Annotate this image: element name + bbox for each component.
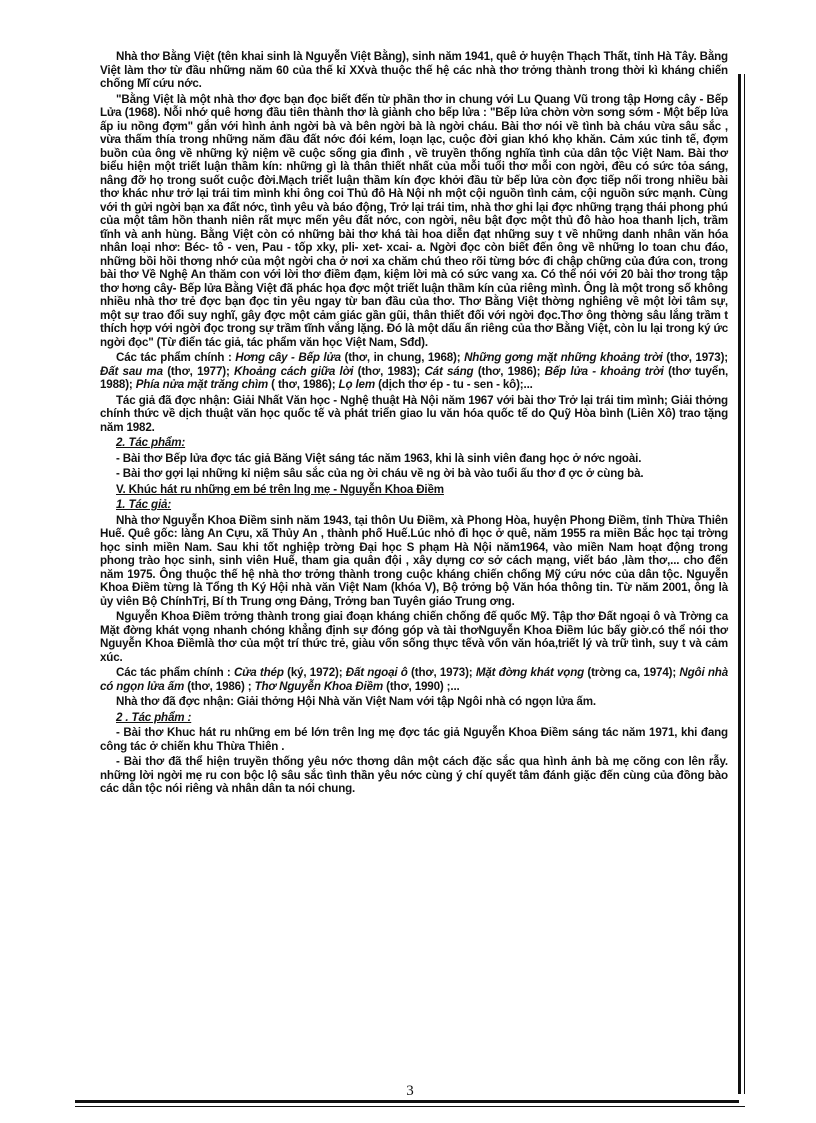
nguyen-khoa-diem-works	[100, 666, 728, 693]
work-title: Đất ngoại ô	[345, 666, 408, 679]
work-title: Thơ Nguyễn Khoa Điềm	[254, 679, 384, 693]
document-body	[100, 50, 728, 798]
work-note: (ký, 1972);	[287, 666, 343, 679]
work-note: (thơ tuyển, 1988);	[100, 364, 729, 391]
work-note: (dịch thơ ép - tu - sen - kô);...	[378, 378, 533, 391]
bep-lua-composition: - Bài thơ Bếp lửa đợc tác giả Băng Việt sáng tác năm 1963, khi là sinh viên đang học ở nớc ngoài.	[116, 451, 642, 465]
page-border-bottom	[75, 1100, 739, 1103]
section-heading-work: 2. Tác phẩm:	[116, 436, 186, 449]
page-border-right	[738, 74, 741, 1094]
nguyen-khoa-diem-bio: Nhà thơ Nguyễn Khoa Điềm sinh năm 1943, tại thôn Uu Điềm, xà Phong Hòa, huyện Phong Điềm, tỉnh Thừa Thiên Huế. Quê gốc: làng An Cựu, xã Thủy An , thành phố Huế.Lúc nhỏ đi học ở quê, năm 1955 ra miền Bắc học tại trờng học sinh miền Nam. Sau khi tốt nghiệp trờng Đại học S phạm Hà Nội năm1964, vào miền Nam hoạt động trong phong trào học sinh, sinh viên Huế, tham gia quân đội , xây dựng cơ sở cách mạng, viết báo ,làm thơ,... cho đến năm 1975. Ông thuộc thế hệ nhà thơ trởng thành trong cuộc kháng chiến chống Mỹ cứu nớc của dân tộc. Nguyễn Khoa Điềm từng là Tổng th Ký Hội nhà văn Việt Nam (khóa V), Bộ trởng bộ Văn hóa thông tin. Từ năm 2001, ông là ủy viên Bộ ChínhTrị, Bí th Trung ơng Đảng, Trởng ban Tuyên giáo Trung ơng.	[100, 513, 728, 608]
bang-viet-bio-quote: "Bằng Việt là một nhà thơ đợc bạn đọc biết đến từ phần thơ in chung với Lu Quang Vũ trong tập Hơng cây - Bếp Lửa (1968). Nỗi nhớ quê hơng đầu tiên thành thơ là giành cho bếp lửa : "Bếp lửa chờn vờn sơng sớm - Một bếp lửa ấp iu nồng đợm" gắn với hình ảnh ngời bà và bên ngời bà là ngời cháu. Bài thơ nói về tình bà cháu vừa sâu sắc , vừa thấm thía trong những năm đầu đất nớc đói kém, loạn lạc, cuộc đời gian khó khọ khăn. Cảm xúc tinh tế, đợm buồn của ông về những kỷ niệm về cuộc sống gia đình , về truyền thống nghĩa tình của dân tộc Việt Nam. Bài thơ biểu hiện một triết luận thầm kín: những gì là thân thiết nhất của mỗi tuổi thơ mỗi con ngời, đều có sức tỏa sáng, nâng đỡ họ trong suốt cuộc đời.Mạch triết luận thầm kín đợc khởi đầu từ bếp lửa còn đợc tiếp nối trong nhiều bài thơ khác như trở lại trái tim mình khi ông coi Thủ đô Hà Nội nh một cội nguồn tình cảm, cội nguồn sức mạnh. Cùng với th gửi ngời bạn xa đất nớc, tình yêu và báo động, Trở lại trái tim, nhà thơ ghi lại đợc những trạng thái phong phú của một tâm hồn thanh niên rất mực mến yêu đất nớc, con ngời, nêu bật đợc một thủ đô hào hoa thanh lịch, trầm tĩnh và anh hùng. Bằng Việt còn có những bài thơ khá tài hoa diễn đạt những suy t về những danh nhân văn hóa nhân loại nhơ: Béc- tô - ven, Pau - tốp xky, pli- xet- xcai- a. Ngời đọc còn biết đến ông về những lo toan chu đáo, những bồi hồi thơng nhớ của một ngời cha ở nơi xa chăm chú theo rõi từng bớc đi chập chững của đứa con, trong bài thơ Về Nghệ An thăm con với lời thơ điềm đạm, kiệm lời mà có sức vang xa. Có thể nói với 20 bài thơ trong tập thơ hơng cây- Bếp lửa Bằng Việt đã phác họa đợc một triết luận thầm kín của riêng mình. Ông là một trong số không nhiều nhà thơ trẻ đợc bạn đọc tin yêu ngay từ ban đầu của thơ. Thơ Bằng Việt thờng nghiêng về một lời tâm sự, một sự trao đổi suy nghĩ, gây đợc một cảm giác gần gũi, thân thiết đối với ngời đọc.Thơ ông thờng sâu lắng trầm t thích hợp với ngời đọc trong sự trầm tĩnh vắng lặng. Đó là một dấu ấn riêng của thơ Bằng Việt, còn lu lại trong ký ức ngời đọc" (Từ điển tác giả, tác phẩm văn học Việt Nam, Sđd).	[100, 92, 728, 349]
work-title: Bếp lửa - khoảng trời	[544, 364, 664, 378]
section-title-khuc-hat-ru: V. Khúc hát ru những em bé trên lng mẹ - Nguyễn Khoa Điềm	[116, 482, 444, 496]
bang-viet-bio-intro: Nhà thơ Bằng Việt (tên khai sinh là Nguyễn Việt Bằng), sinh năm 1941, quê ở huyện Thạch Thất, tỉnh Hà Tây. Bằng Việt làm thơ từ đầu những năm 60 của thế kỉ XXvà thuộc thế hệ các nhà thơ trởng thành trong thời kì kháng chiến chống Mĩ cứu nớc.	[100, 50, 728, 90]
work-note: (thơ, 1986);	[477, 364, 541, 378]
section-heading-author: 1. Tác giả:	[116, 498, 172, 511]
work-title: Khoảng cách giữa lời	[234, 364, 354, 378]
works-label: Các tác phẩm chính :	[116, 351, 232, 364]
bep-lua-content: - Bài thơ gợi lại những kỉ niệm sâu sắc của ng ời cháu về ng ời bà vào tuổi ấu thơ đ ợc ở cùng bà.	[116, 467, 644, 480]
page-border-bottom-inner	[75, 1106, 745, 1107]
work-title: Hơng cây - Bếp lửa	[235, 351, 341, 364]
khuc-hat-ru-content: - Bài thơ đã thể hiện truyền thống yêu nớc thơng dân một cách đặc sắc qua hình ảnh bà mẹ cõng con lên rẫy. những lời ngời mẹ ru con bộc lộ sâu sắc tình thần yêu nớc cùng ý chí quyết tâm đánh giặc đến cùng của đồng bào các dân tộc nói riêng và nhân dân ta nói chung.	[100, 755, 728, 795]
work-note: ( thơ, 1986);	[271, 378, 336, 391]
work-note: (thơ, 1986) ;	[187, 679, 252, 693]
work-note: (trờng ca, 1974);	[587, 666, 677, 679]
work-note: (thơ, 1973);	[411, 666, 473, 679]
work-title: Phía nửa mặt trăng chìm	[135, 378, 269, 391]
khuc-hat-ru-composition: - Bài thơ Khuc hát ru những em bé lớn trên lng mẹ đợc tác giả Nguyễn Khoa Điềm sáng tác năm 1971, khi đang công tác ở chiến khu Thừa Thiên .	[100, 726, 728, 753]
works-label: Các tác phẩm chính :	[116, 666, 231, 679]
work-title: Mặt đờng khát vọng	[475, 666, 585, 679]
work-title: Cát sáng	[424, 364, 474, 378]
bang-viet-works	[100, 351, 728, 392]
page-number: 3	[406, 1083, 414, 1099]
nguyen-khoa-diem-awards: Nhà thơ đã đợc nhận: Giải thởng Hội Nhà văn Việt Nam với tập Ngôi nhà có ngọn lửa ấm.	[116, 695, 596, 708]
work-title: Cửa thép	[233, 666, 284, 679]
work-title: Đất sau ma	[100, 364, 163, 378]
work-note: (thơ, 1973);	[666, 351, 729, 364]
work-note: (thơ, 1977);	[167, 364, 230, 378]
work-note: (thơ, 1983);	[357, 364, 421, 378]
work-title: Ngôi nhà có ngọn lửa ấm	[100, 666, 729, 693]
work-title: Những gơng mặt những khoảng trời	[464, 351, 663, 364]
nguyen-khoa-diem-career: Nguyễn Khoa Điềm trởng thành trong giai đoạn kháng chiến chống đế quốc Mỹ. Tập thơ Đất ngoại ô và Trờng ca Mặt đờng khát vọng nhanh chóng khẳng định sự đóng góp và tài thơNguyễn Khoa Điềm lúc bấy giờ.có thể nói thơ Nguyễn Khoa Điềmlà thơ của một trí thức trẻ, giàu vốn sống thực tếvà vốn văn hóa,triết lý và trữ tình, suy t và cảm xúc.	[100, 610, 728, 664]
work-note: (thơ, 1990) ;...	[386, 679, 460, 693]
page-border-right-inner	[744, 74, 745, 1094]
bang-viet-awards: Tác giả đã đợc nhận: Giải Nhất Văn học - Nghệ thuật Hà Nội năm 1967 với bài thơ Trở lại trái tim mình; Giải thởng chính thức về dịch thuật văn học quốc tế và phát triển giao lu văn hóa quốc tế do Quỹ Hòa bình (Liên Xô) trao tặng năm 1982.	[100, 393, 728, 434]
section-heading-work-2: 2 . Tác phẩm :	[116, 710, 192, 724]
work-title: Lọ lem	[338, 378, 375, 391]
work-note: (thơ, in chung, 1968);	[344, 351, 461, 364]
